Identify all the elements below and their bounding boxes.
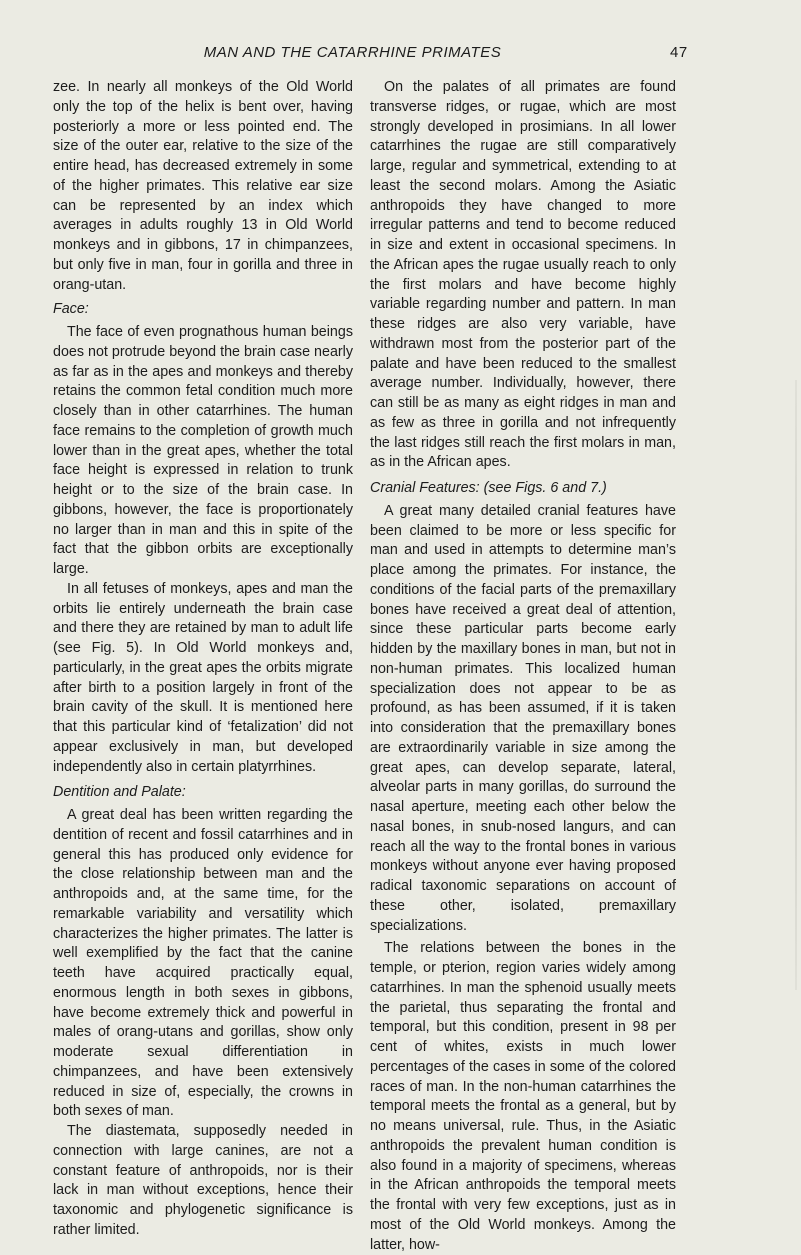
section-heading-dentition: Dentition and Palate: xyxy=(53,784,186,801)
left-column xyxy=(53,78,353,1241)
paragraph-palate-rugae: On the palates of all primates are found transverse ridges, or rugae, which are most strongly developed in prosimians. In all lower catarrhines the rugae are still comparatively large, regular and symmetrical, extending to at least the second molars. Among the Asiatic anthropoids they have changed to more irregular patterns and tend to become reduced in size and extent in occasional specimens. In the African apes the rugae usually reach to only the first molars and have become highly variable regarding number and pattern. In man these ridges are also very variable, have withdrawn most from the posterior part of the palate and have been reduced to the smallest average number. Individually, however, there can still be as many as eight ridges in man and as few as three in gorilla and not infrequently the last ridges still reach the first molars in man, as in the African apes. xyxy=(370,79,676,471)
right-column xyxy=(370,78,676,1255)
paragraph-premaxillary: A great many detailed cranial features have been claimed to be more or less specific for man and used in attempts to determine man’s place among the primates. For instance, the conditions of the facial parts of the premaxillary bones have received a great deal of attention, since these particular parts become early hidden by the maxillary bones in man, but not in non-human primates. This localized human specialization does not appear to be as profound, as has been assumed, if it is taken into consideration that the premaxillary bones are extraordinarily variable in size among the great apes, can develop separate, lateral, alveolar parts in many gorillas, do surround the nasal aperture, meeting each other below the nasal bones, in snub-nosed langurs, and can reach all the way to the frontal bones in various monkeys without anyone ever having proposed radical taxonomic separations on account of these other, isolated, premaxillary specializations. xyxy=(370,502,676,934)
page-header xyxy=(0,44,801,68)
cranial-heading-label: Cranial Features: xyxy=(370,480,480,496)
paragraph-diastemata: The diastemata, supposedly needed in connection with large canines, are not a constant feature of anthropoids, nor is their lack in man without exceptions, hence their taxonomic and phylogenetic significance is rather limited. xyxy=(53,1123,353,1238)
paragraph-ear-size: zee. In nearly all monkeys of the Old World only the top of the helix is bent over, having posteriorly a more or less pointed end. The size of the outer ear, relative to the size of the entire head, has decreased extremely in some of the higher primates. This relative ear size can be represented by an index which averages in adults roughly 13 in Old World monkeys and in gibbons, 17 in chimpanzees, but only five in man, four in gorilla and three in orang-utan. xyxy=(53,79,353,293)
paragraph-orbits: In all fetuses of monkeys, apes and man the orbits lie entirely underneath the brain case and there they are retained by man to adult life (see Fig. 5). In Old World monkeys and, particularly, in the great apes the orbits migrate after birth to a position largely in front of the brain cavity of the skull. It is mentioned here that this particular kind of ‘fetalization’ did not appear exclusively in man, but developed independently also in certain platyrrhines. xyxy=(53,580,353,775)
page-number: 47 xyxy=(670,44,688,61)
paragraph-dentition: A great deal has been written regarding the dentition of recent and fossil catarrhines and in general this has produced only evidence for the close relationship between man and the anthropoids and, at the same time, for the remarkable variability and versatility which characterizes the higher primates. The latter is well exemplified by the fact that the canine teeth have acquired practically equal, enormous length in both sexes in gibbons, have become extremely thick and powerful in males of orang-utans and gorillas, show only moderate sexual differentiation in chimpanzees, and have been extensively reduced in size of, especially, the crowns in both sexes of man. xyxy=(53,807,353,1120)
page-edge-shadow xyxy=(795,380,797,990)
section-heading-face: Face: xyxy=(53,301,89,318)
section-heading-cranial xyxy=(370,479,676,499)
paragraph-face: The face of even prognathous human beings does not protrude beyond the brain case nearly as far as in the apes and monkeys and thereby retains the common fetal condition much more closely than in other catarrhines. The human face remains to the completion of growth much lower than in the great apes, whether the total face height is expressed in relation to trunk height or to the size of the brain case. In gibbons, however, the face is proportionately no larger than in man and this in spite of the fact that the gibbon orbits are exceptionally large. xyxy=(53,324,353,577)
paragraph-pterion: The relations between the bones in the temple, or pterion, region varies widely among catarrhines. In man the sphenoid usually meets the parietal, thus separating the frontal and temporal, but this condition, present in 98 per cent of whites, exists in much lower percentages of the cases in some of the colored races of man. In the non-human catarrhines the temporal meets the frontal as a general, but by no means universal, rule. Thus, in the Asiatic anthropoids the prevalent human condition is also found in a majority of specimens, whereas in the African anthropoids the temporal meets the frontal with very few exceptions, just as in most of the Old World monkeys. Among the latter, how- xyxy=(370,940,676,1253)
cranial-figure-reference: (see Figs. 6 and 7.) xyxy=(479,480,607,496)
running-title: MAN AND THE CATARRHINE PRIMATES xyxy=(203,44,502,61)
